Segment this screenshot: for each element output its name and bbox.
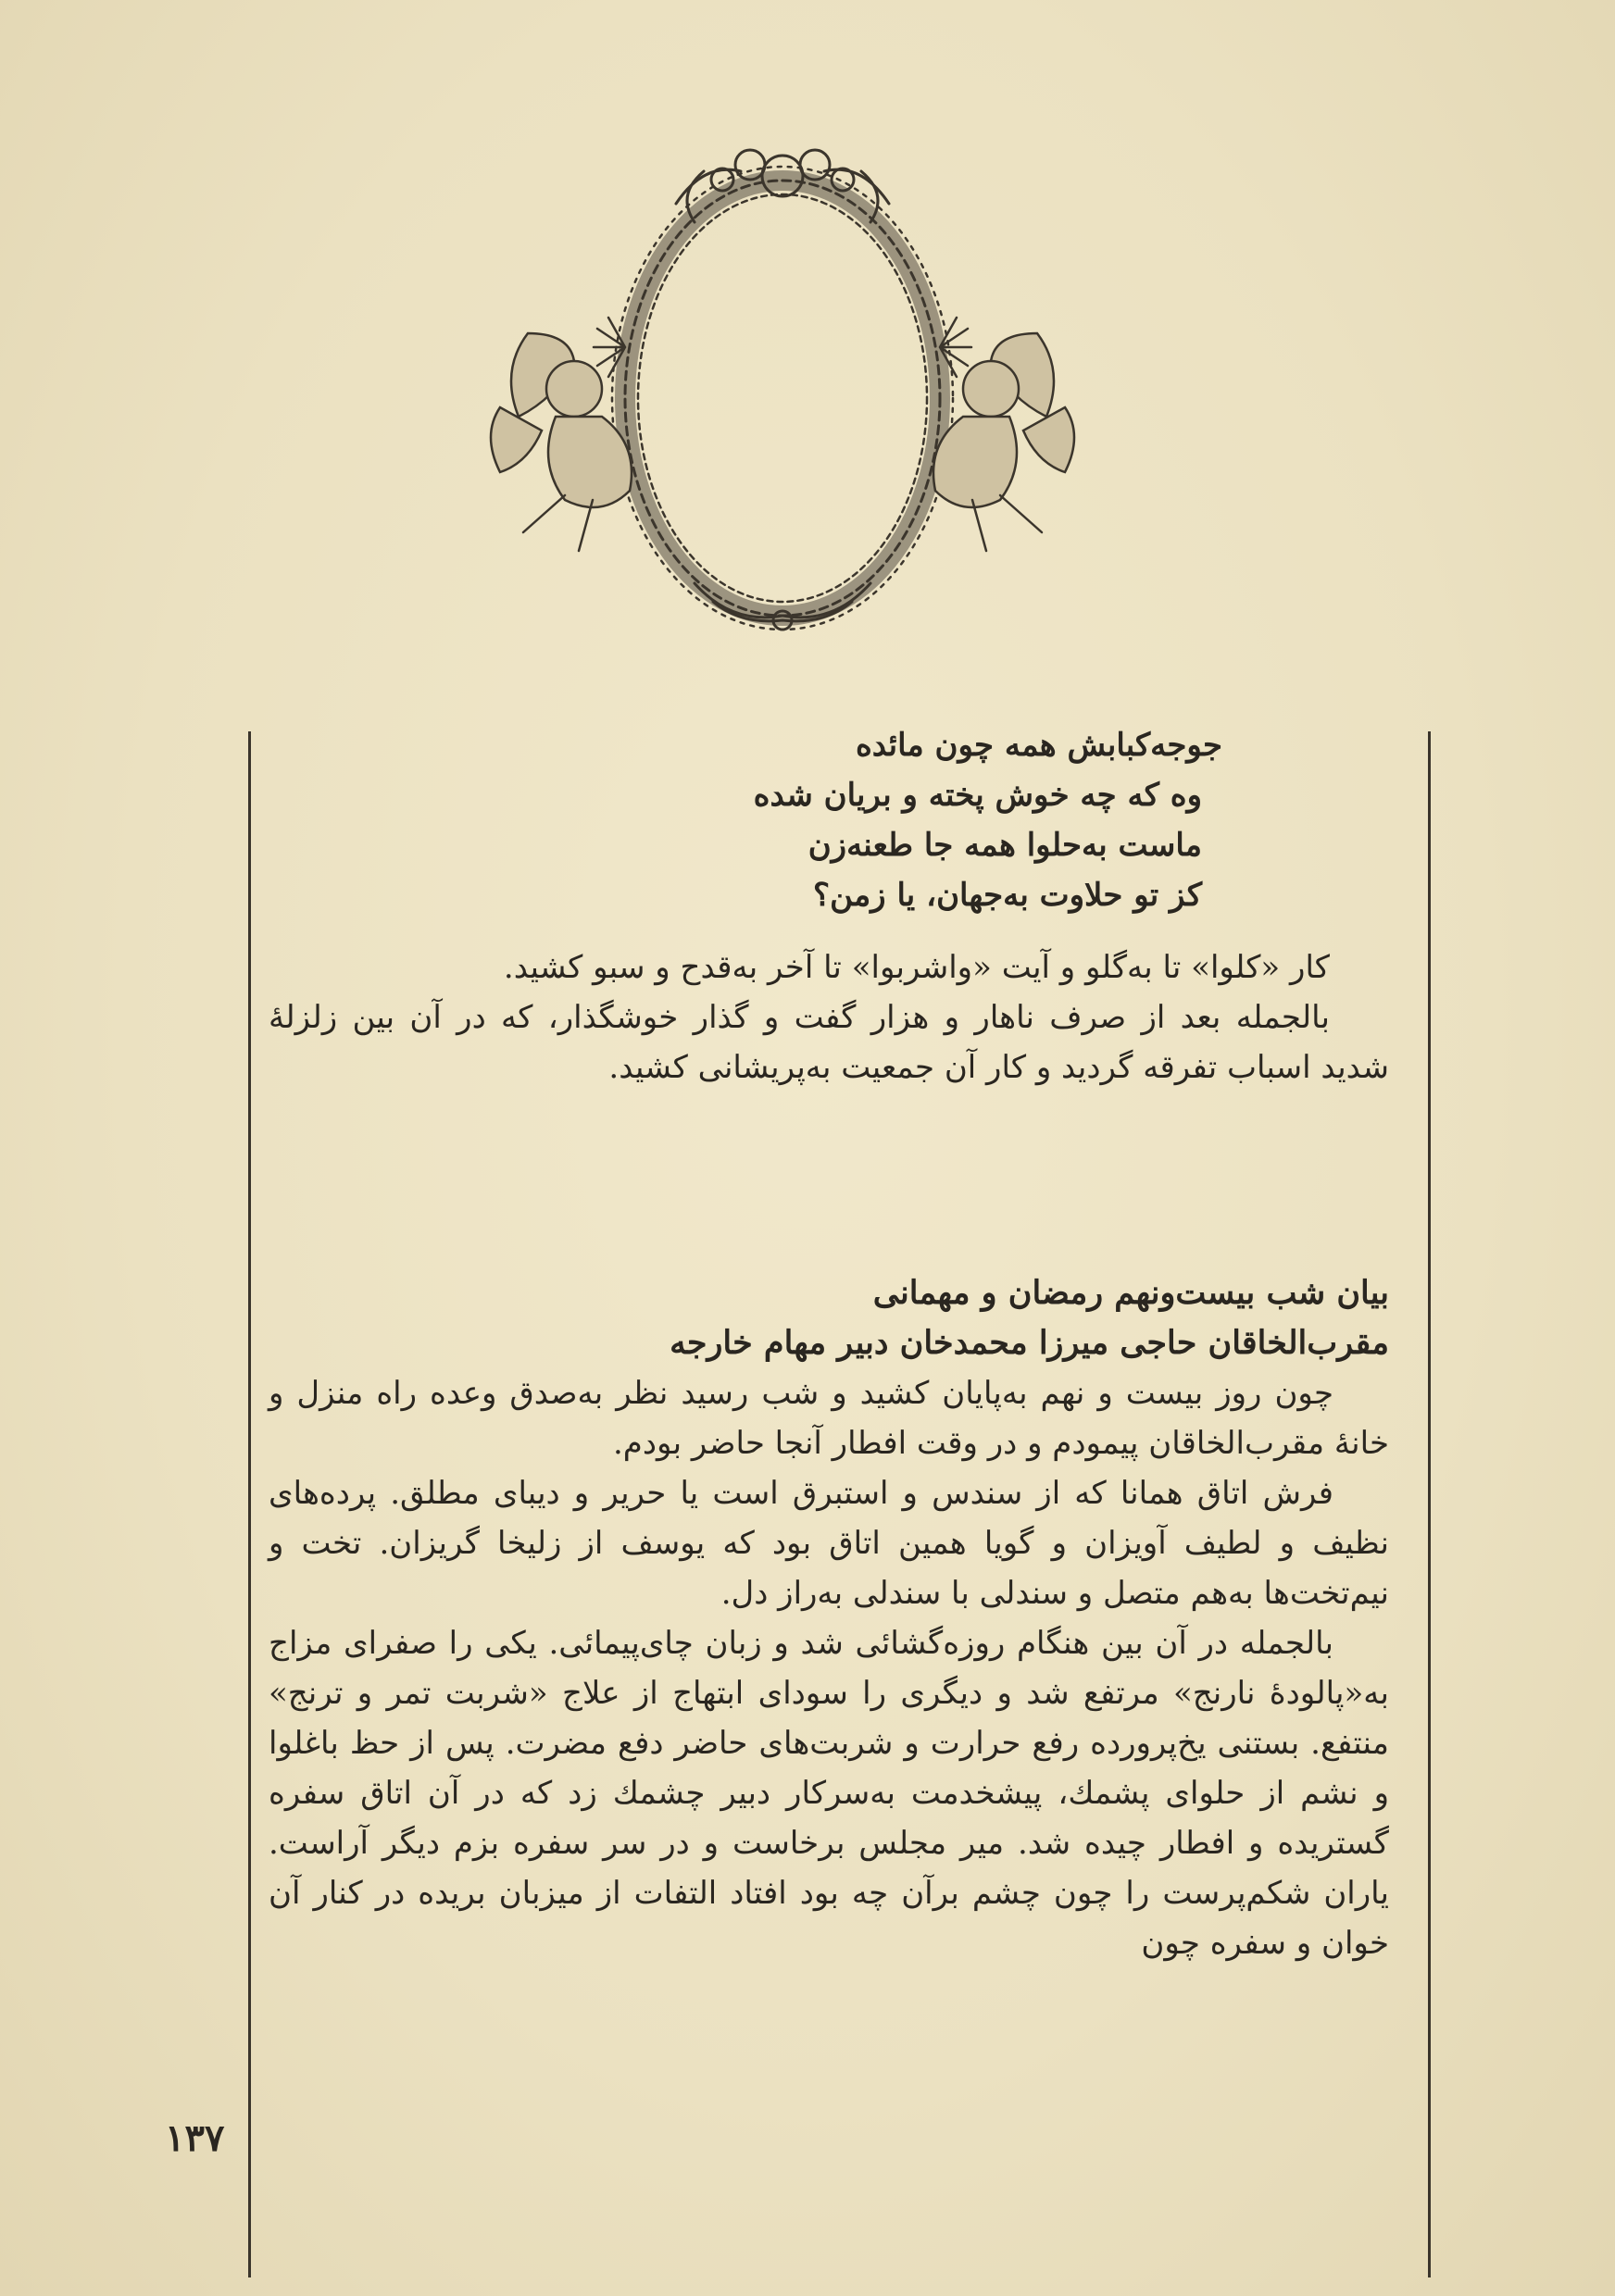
paragraph: چون روز بیست و نهم به‌پایان کشید و شب رسید نظر به‌صدق وعده راه منزل و خانهٔ مقرب‌الخاقان پیمودم و در وقت افطار آنجا حاضر بودم. xyxy=(269,1375,1389,1462)
poem-line: جوجه‌کبابش همه چون مائده xyxy=(855,727,1222,764)
paragraph: بالجمله در آن بین هنگام روزه‌گشائی شد و زبان چای‌پیمائی. یکی را صفرای مزاج به«پالودهٔ نارنج» مرتفع شد و دیگری را سودای ابتهاج از علاج «شربت تمر و ترنج» منتفع. بستنی یخ‌پرورده رفع حرارت و شربت‌های حاضر دفع مضرت. پس از حظ باغلوا و نشم از حلوای پشمك، پیشخدمت به‌سرکار دبیر چشمك زد که در آن اتاق سفره گستریده و افطار چیده شد. میر مجلس برخاست و در سر سفره بزم دیگر آراست. یاران شکم‌پرست را چون چشم برآن چه بود افتاد التفات از میزبان بریده در کنار آن خوان و سفره چون xyxy=(269,1625,1389,1962)
poem-line: ماست به‌حلوا همه جا طعنه‌زن xyxy=(808,827,1202,864)
section-heading-line: مقرب‌الخاقان حاجی میرزا محمدخان دبیر مهام خارجه xyxy=(670,1324,1389,1362)
paragraph: بالجمله بعد از صرف ناهار و هزار گفت و گذار خوشگذار، که در آن بین زلزلهٔ شدید اسباب تفرقه گردید و کار آن جمعیت به‌پریشانی کشید. xyxy=(269,999,1389,1086)
section-body xyxy=(269,1268,1389,1968)
right-margin-rule xyxy=(1428,731,1431,2277)
after-poem-text xyxy=(269,942,1389,1092)
page-number: ۱۳۷ xyxy=(165,2116,225,2160)
cherub-frame-ornament xyxy=(463,120,1102,648)
poem-line: وه که چه خوش پخته و بریان شده xyxy=(753,777,1202,814)
poem-line: کز تو حلاوت به‌جهان، یا زمن؟ xyxy=(813,877,1202,914)
section-heading-line: بیان شب بیست‌ونهم رمضان و مهمانی xyxy=(872,1274,1389,1312)
paragraph: کار «کلوا» تا به‌گلو و آیت «واشربوا» تا آخر به‌قدح و سبو کشید. xyxy=(503,949,1330,986)
left-margin-rule xyxy=(248,731,251,2277)
paragraph: فرش اتاق همانا که از سندس و استبرق است یا حریر و دیبای مطلق. پرده‌های نظیف و لطیف آویزان و گویا همین اتاق بود که یوسف از زلیخا گریزان. تخت و نیم‌تخت‌ها به‌هم متصل و سندلی با سندلی به‌راز دل. xyxy=(269,1475,1389,1612)
poem-verses xyxy=(754,720,1222,920)
